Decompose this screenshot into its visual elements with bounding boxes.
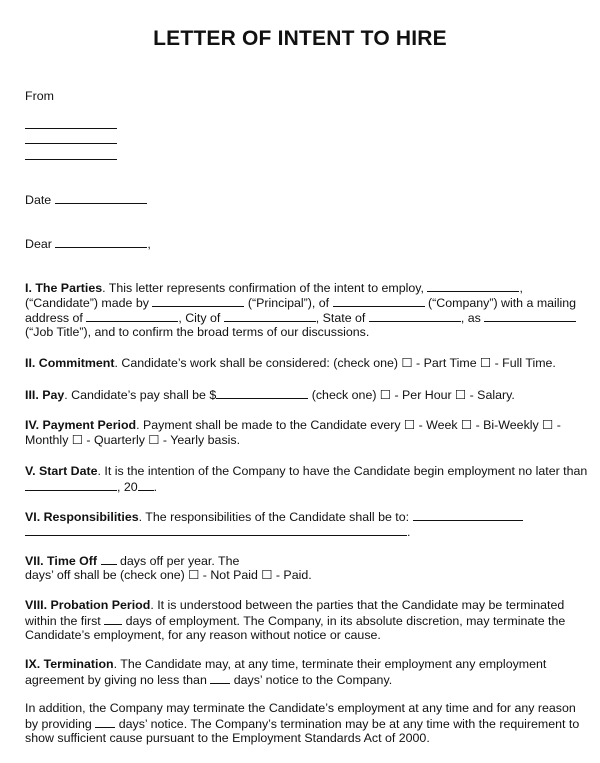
responsibilities-line-2: . xyxy=(25,524,410,540)
probation-days-field[interactable] xyxy=(104,613,122,625)
parties-line-2: (“Candidate”) made by (“Principal”), of (“Company”) with a mailing xyxy=(25,296,577,310)
probation-line-1: VIII. Probation Period. It is understood between the parties that the Candidate may be terminated xyxy=(25,598,565,612)
commitment-line: II. Commitment. Candidate’s work shall be considered: (check one) ☐ - Part Time ☐ - Full Time. xyxy=(25,356,556,370)
company-field[interactable] xyxy=(333,295,425,307)
company-notice-days-field[interactable] xyxy=(95,716,115,728)
parties-line-1: I. The Parties. This letter represents confirmation of the intent to employ, , xyxy=(25,281,523,295)
start-date-line-2: , 20 . xyxy=(25,479,157,495)
commitment-heading: II. Commitment xyxy=(25,356,115,370)
addition-line-1: In addition, the Company may terminate the Candidate’s employment at any time and for any reason xyxy=(25,701,576,715)
payment-period-line-2: Monthly ☐ - Quarterly ☐ - Yearly basis. xyxy=(25,433,241,447)
time-off-heading: VII. Time Off xyxy=(25,554,98,568)
date-label: Date xyxy=(25,193,52,207)
responsibilities-heading: VI. Responsibilities xyxy=(25,510,139,524)
responsibilities-field-2[interactable] xyxy=(25,524,407,536)
from-label: From xyxy=(25,89,54,103)
start-date-field[interactable] xyxy=(25,479,117,491)
candidate-name-field[interactable] xyxy=(427,280,519,292)
from-line-1[interactable] xyxy=(25,128,117,129)
responsibilities-field-1[interactable] xyxy=(413,509,523,521)
parties-line-4: (“Job Title”), and to confirm the broad terms of our discussions. xyxy=(25,325,370,339)
dear-name-field[interactable] xyxy=(55,236,147,248)
from-line-2[interactable] xyxy=(25,143,117,144)
probation-heading: VIII. Probation Period xyxy=(25,598,151,612)
city-field[interactable] xyxy=(224,310,316,322)
pay-amount-field[interactable] xyxy=(216,387,308,399)
time-off-line-2: days’ off shall be (check one) ☐ - Not Paid ☐ - Paid. xyxy=(25,568,312,582)
salutation-row: Dear , xyxy=(25,237,151,251)
date-field[interactable] xyxy=(55,192,147,204)
termination-heading: IX. Termination xyxy=(25,657,114,671)
start-year-field[interactable] xyxy=(138,479,154,491)
principal-field[interactable] xyxy=(152,295,244,307)
document-title: LETTER OF INTENT TO HIRE xyxy=(153,27,447,50)
parties-heading: I. The Parties xyxy=(25,281,103,295)
termination-line-1: IX. Termination. The Candidate may, at any time, terminate their employment any employment xyxy=(25,657,547,671)
days-off-field[interactable] xyxy=(101,553,117,565)
dear-label: Dear xyxy=(25,237,52,251)
pay-heading: III. Pay xyxy=(25,388,65,402)
mailing-address-field[interactable] xyxy=(86,310,178,322)
job-title-field[interactable] xyxy=(484,310,576,322)
payment-period-line-1: IV. Payment Period. Payment shall be made to the Candidate every ☐ - Week ☐ - Bi-Weekly ☐ - xyxy=(25,418,561,432)
date-row xyxy=(25,192,147,208)
addition-line-2: by providing days’ notice. The Company’s termination may be at any time with the requirement to xyxy=(25,717,580,731)
addition-line-3: show sufficient cause pursuant to the Employment Standards Act of 2000. xyxy=(25,731,430,745)
state-field[interactable] xyxy=(369,310,461,322)
termination-notice-days-field[interactable] xyxy=(210,672,230,684)
start-date-heading: V. Start Date xyxy=(25,464,98,478)
time-off-line-1: VII. Time Off days off per year. The xyxy=(25,554,240,568)
start-date-line-1: V. Start Date. It is the intention of the Company to have the Candidate begin employment no later than xyxy=(25,464,588,478)
pay-line: III. Pay. Candidate’s pay shall be $ (check one) ☐ - Per Hour ☐ - Salary. xyxy=(25,388,515,402)
payment-period-heading: IV. Payment Period xyxy=(25,418,137,432)
responsibilities-line-1: VI. Responsibilities. The responsibilities of the Candidate shall be to: xyxy=(25,509,523,525)
from-line-3[interactable] xyxy=(25,159,117,160)
parties-line-3: address of , City of , State of , as xyxy=(25,310,576,326)
termination-line-2: agreement by giving no less than days’ notice to the Company. xyxy=(25,673,393,687)
probation-line-3: Candidate’s employment, for any reason without notice or cause. xyxy=(25,628,381,642)
probation-line-2: within the first days of employment. The Company, in its absolute discretion, may terminate the xyxy=(25,614,566,628)
